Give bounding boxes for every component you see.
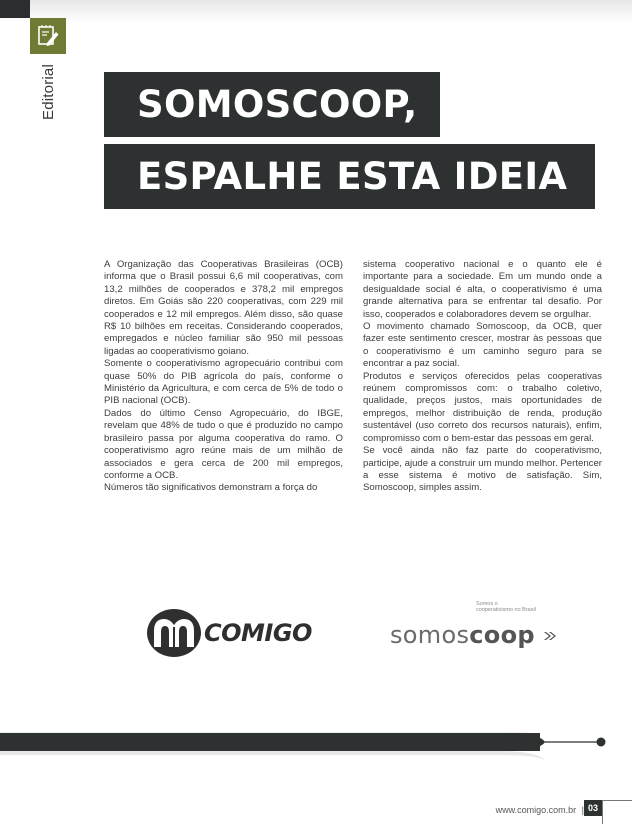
headline-line-1: SOMOSCOOP, (104, 72, 440, 137)
body-paragraph: Produtos e serviços oferecidos pelas cooperativas reúnem compromissos com: o trabalho coletivo, qualidade, preços justos, mais oportunidades de empregos, melhor distribuição de renda, produção sustentável (uso correto dos recursos naturais), enfim, compromisso com o bem-estar das pessoas em geral. (363, 370, 602, 444)
body-paragraph: Somente o cooperativismo agropecuário contribui com quase 50% do PIB agrícola do país, conforme o Ministério da Agricultura, e com cerca de 5% de todo o PIB nacional (OCB). (104, 358, 343, 407)
body-paragraph: Números tão significativos demonstram a força do (104, 482, 318, 494)
footer-separator: | (581, 805, 584, 815)
somoscoop-arrows-icon (543, 630, 557, 642)
headline-line-2: ESPALHE ESTA IDEIA (104, 144, 595, 209)
body-paragraph: sistema cooperativo nacional e o quanto ele é importante para a sociedade. Em um mundo onde a desigualdade social é alta, o cooperativismo é uma grande alternativa para se enfrentar tal desafio. Por isso, cooperados e colaboradores devem se orgulhar. (363, 259, 602, 320)
footer-rule-vertical (602, 800, 603, 824)
body-column-right (363, 259, 602, 495)
footer-url-text[interactable]: www.comigo.com.br (495, 805, 577, 815)
somoscoop-word-bold: coop (469, 621, 535, 649)
comigo-logo-icon (146, 607, 202, 659)
top-dark-tab (0, 0, 30, 18)
somoscoop-wordmark (390, 621, 557, 649)
footer-rule-horizontal (602, 800, 632, 801)
bottom-decorative-band (0, 729, 632, 769)
somoscoop-logo (390, 598, 560, 658)
edit-note-icon (30, 18, 66, 54)
body-column-left (104, 259, 343, 495)
somoscoop-tagline: Somos o cooperativismo no Brasil (476, 601, 536, 614)
top-gradient-band (0, 0, 632, 22)
body-paragraph: Se você ainda não faz parte do cooperativismo, participe, ajude a construir um mundo melhor. Pertencer a esse sistema é motivo de satisfação. Sim, Somoscoop, simples assim. (363, 445, 602, 494)
somoscoop-word-light: somos (390, 621, 470, 649)
section-label: Editorial (40, 64, 57, 120)
footer-url[interactable] (496, 805, 584, 815)
body-paragraph: Dados do último Censo Agropecuário, do IBGE, revelam que 48% de tudo o que é produzido no campo brasileiro passa por alguma cooperativa do ramo. O cooperativismo agro reúne mais de um milhão de associados e gera cerca de 200 mil empregos, conforme a OCB. (104, 407, 343, 481)
page-number: 03 (584, 800, 602, 816)
comigo-logo (146, 607, 316, 659)
body-paragraph: O movimento chamado Somoscoop, da OCB, quer fazer este sentimento crescer, mostrar às pessoas que o cooperativismo é um caminho seguro para se encontrar a paz social. (363, 321, 602, 370)
comigo-logo-text: COMIGO (204, 619, 312, 647)
body-paragraph: A Organização das Cooperativas Brasileiras (OCB) informa que o Brasil possui 6,6 mil cooperativas, com 13,2 milhões de cooperados e 378,2 mil empregos diretos. Em Goiás são 220 cooperativas, com 229 mil cooperados e 12 mil empregos. Além disso, são quase R$ 10 bilhões em receitas. Considerando cooperados, empregados e núcleo familiar são 950 mil pessoas ligadas ao cooperativismo goiano. (104, 259, 343, 357)
